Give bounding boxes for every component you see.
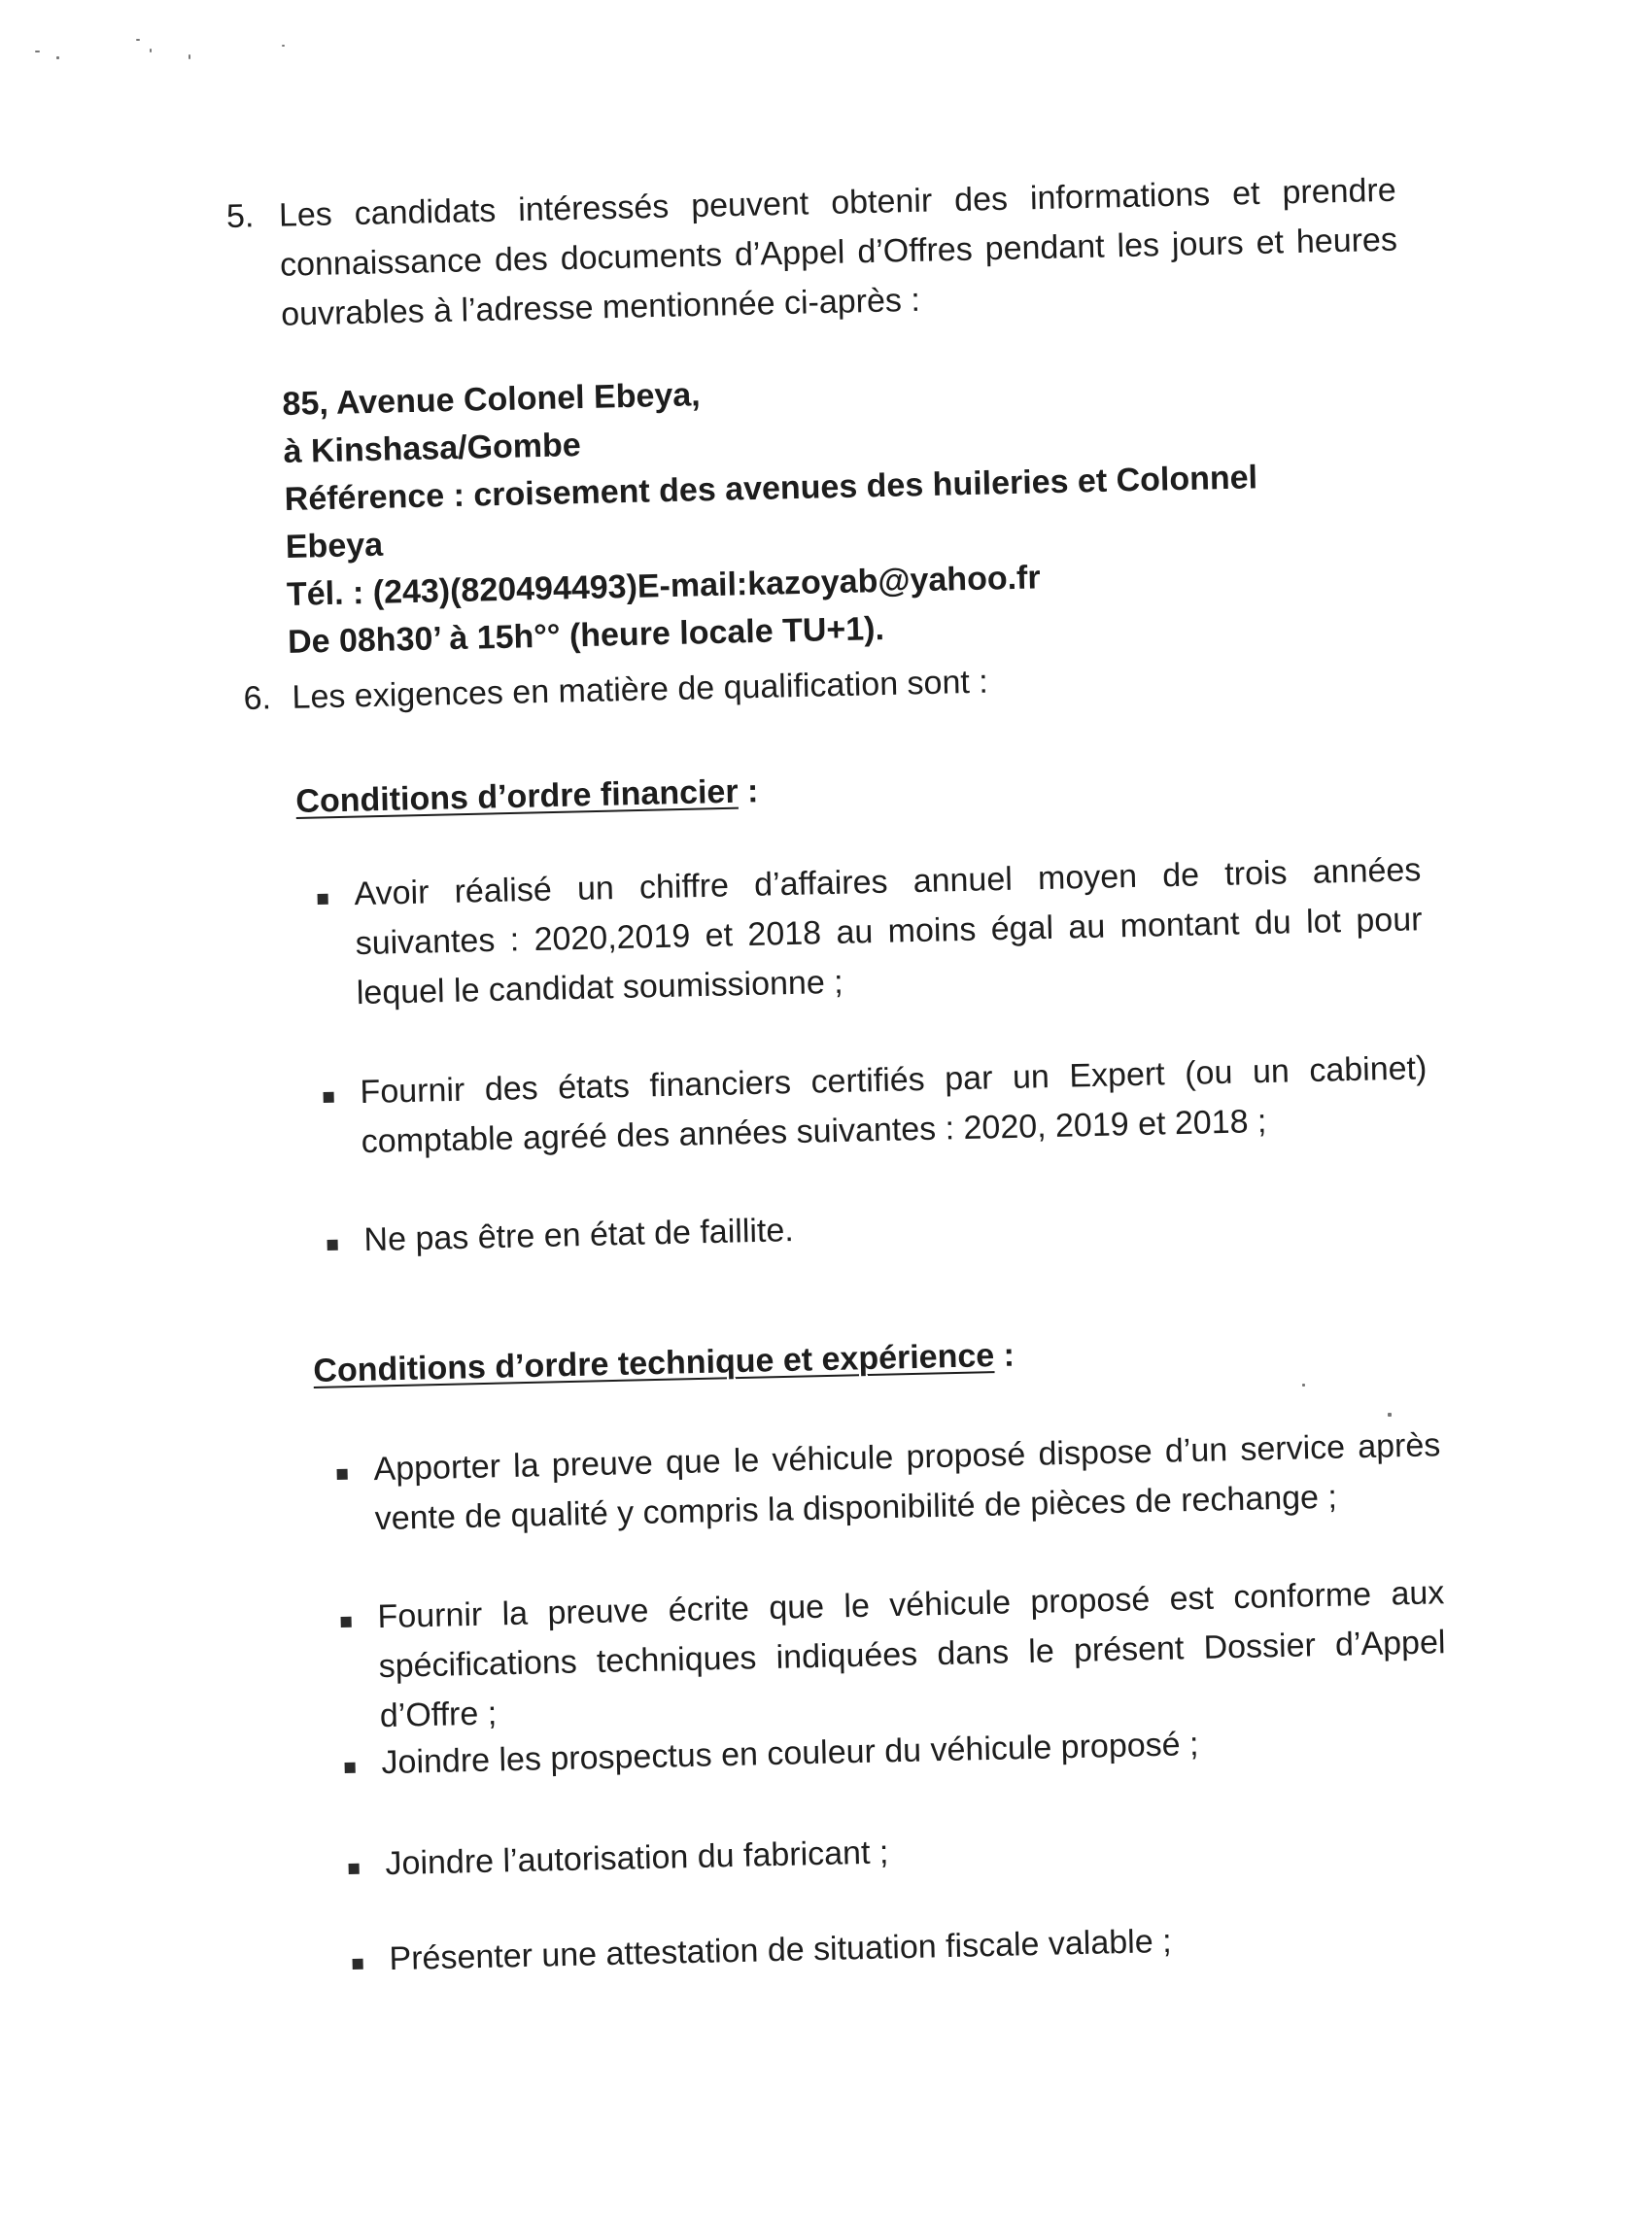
technical-bullet-5: [352, 1910, 1469, 1978]
address-line-street: 85, Avenue Colonel Ebeya,: [282, 376, 702, 423]
technical-bullet-1: [336, 1421, 1454, 1538]
financial-heading-label: Conditions d’ordre financier: [295, 772, 739, 820]
financial-bullet-3: [327, 1191, 1444, 1259]
financial-heading: Conditions d’ordre financier :: [295, 772, 759, 820]
item-5: [225, 149, 1401, 333]
financial-bullet-2: [323, 1044, 1440, 1161]
technical-bullet-4-text: Joindre l’autorisation du fabricant ;: [385, 1833, 889, 1883]
technical-bullet-5-text: Présenter une attestation de situation fiscale valable ;: [389, 1922, 1172, 1978]
bullet-icon: [318, 894, 328, 905]
item-6-number: 6.: [243, 679, 272, 717]
bullet-icon: [337, 1469, 348, 1480]
technical-bullet-4: [348, 1815, 1465, 1883]
technical-bullet-2: [340, 1568, 1458, 1735]
address-line-contact: Tél. : (243)(820494493)E-mail:kazoyab@yahoo.fr: [286, 559, 1042, 613]
technical-bullet-3-text: Joindre les prospectus en couleur du véhicule proposé ;: [381, 1726, 1199, 1782]
bullet-icon: [324, 1092, 334, 1103]
technical-bullet-2-text: Fournir la preuve écrite que le véhicule proposé est conforme aux spécifications techniques indiquées dans le présent Dossier d’Appel d’Offre ;: [377, 1574, 1446, 1735]
technical-bullet-1-text: Apporter la preuve que le véhicule proposé dispose d’un service après vente de qualité y compris la disponibilité de pièces de rechange ;: [373, 1426, 1441, 1538]
bullet-icon: [349, 1864, 360, 1874]
bullet-icon: [345, 1763, 356, 1773]
technical-heading-label: Conditions d’ordre technique et expérience: [313, 1337, 995, 1389]
bullet-icon: [353, 1959, 363, 1970]
address-line-city: à Kinshasa/Gombe: [283, 427, 582, 470]
bullet-icon: [327, 1240, 338, 1251]
item-5-text: Les candidats intéressés peuvent obtenir des informations et prendre connaissance des documents d’Appel d’Offres pendant les jours et heures ouvrables à l’adresse mentionnée ci-après :: [278, 171, 1398, 333]
bullet-icon: [341, 1617, 352, 1627]
financial-bullet-3-text: Ne pas être en état de faillite.: [363, 1212, 795, 1259]
financial-bullet-1: [317, 845, 1434, 1012]
address-block: [282, 357, 1357, 667]
financial-bullet-2-text: Fournir des états financiers certifiés par un Expert (ou un cabinet) comptable agréé des années suivantes : 2020, 2019 et 2018 ;: [360, 1049, 1428, 1161]
financial-bullet-1-text: Avoir réalisé un chiffre d’affaires annuel moyen de trois années suivantes : 2020,2019 et 2018 au moins égal au montant du lot pour lequel le candidat soumissionne ;: [354, 851, 1423, 1012]
technical-heading: Conditions d’ordre technique et expérience :: [313, 1336, 1015, 1389]
address-line-hours: De 08h30’ à 15h°° (heure locale TU+1).: [287, 610, 885, 661]
item-5-number: 5.: [225, 197, 255, 235]
address-line-reference: Référence : croisement des avenues des huileries et Colonnel Ebeya: [284, 459, 1258, 565]
item-6-text: Les exigences en matière de qualification sont :: [292, 663, 989, 716]
